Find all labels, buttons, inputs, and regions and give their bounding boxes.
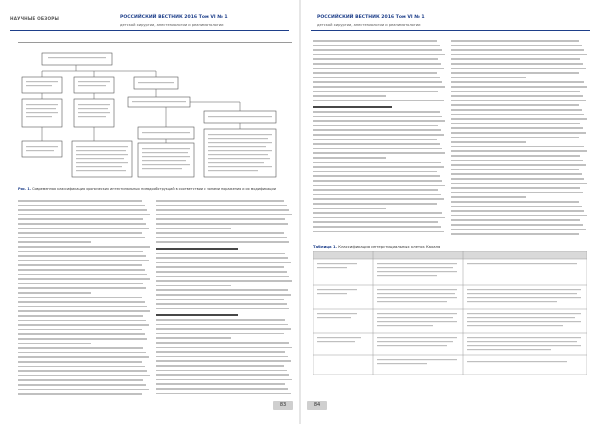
text-line-placeholder	[156, 299, 284, 301]
left-text-column-2	[156, 200, 292, 396]
text-line-placeholder	[18, 329, 142, 331]
figure-caption-text: Современная классификация хронических интестинальных псевдообструкций в соответствии с зонами поражения и их модификации	[32, 187, 276, 191]
text-line-placeholder	[451, 219, 580, 221]
text-line-placeholder	[313, 72, 437, 74]
figure-caption	[18, 187, 292, 191]
text-line-placeholder	[156, 280, 292, 282]
text-line-placeholder	[451, 81, 584, 83]
text-line-placeholder	[451, 132, 586, 134]
text-line-placeholder	[313, 134, 444, 136]
text-line-placeholder	[18, 218, 143, 220]
text-line-placeholder	[451, 233, 579, 235]
text-line-placeholder	[18, 333, 145, 335]
text-line-placeholder	[156, 294, 291, 296]
text-line-placeholder	[156, 214, 292, 216]
text-line-placeholder	[18, 287, 146, 289]
text-line-placeholder	[451, 68, 586, 70]
text-line-placeholder	[451, 100, 586, 102]
journal-title: РОССИЙСКИЙ ВЕСТНИК 2016 Том VI № 1	[317, 15, 425, 20]
text-line-placeholder	[18, 315, 143, 317]
text-line-placeholder	[313, 175, 440, 177]
text-line-placeholder	[18, 379, 143, 381]
text-line-placeholder	[313, 86, 445, 88]
text-line-placeholder	[451, 141, 526, 143]
text-line-placeholder	[451, 229, 586, 231]
text-line-placeholder	[18, 269, 145, 271]
text-line-placeholder	[313, 180, 442, 182]
text-line-placeholder	[451, 63, 583, 65]
text-line-placeholder	[313, 157, 386, 159]
text-line-placeholder	[156, 383, 285, 385]
table-title	[313, 244, 440, 249]
text-line-placeholder	[451, 187, 580, 189]
text-line-placeholder	[156, 271, 287, 273]
text-line-placeholder	[156, 347, 292, 349]
text-line-placeholder	[18, 200, 142, 202]
text-line-placeholder	[313, 45, 440, 47]
text-line-placeholder	[18, 384, 146, 386]
text-line-placeholder	[451, 127, 583, 129]
text-line-placeholder	[18, 338, 147, 340]
text-line-placeholder	[156, 333, 284, 335]
text-line-placeholder	[451, 210, 584, 212]
diagram-box-k	[204, 129, 276, 177]
text-line-placeholder	[156, 337, 231, 339]
text-line-placeholder	[156, 351, 285, 353]
text-line-placeholder	[18, 264, 142, 266]
subheading-placeholder	[156, 314, 238, 316]
text-line-placeholder	[18, 375, 150, 377]
text-line-placeholder	[156, 328, 291, 330]
text-line-placeholder	[313, 91, 438, 93]
text-line-placeholder	[156, 308, 289, 310]
text-line-placeholder	[156, 232, 284, 234]
text-line-placeholder	[18, 246, 150, 248]
text-line-placeholder	[313, 81, 442, 83]
text-line-placeholder	[156, 324, 288, 326]
text-line-placeholder	[18, 223, 146, 225]
text-line-placeholder	[313, 95, 386, 97]
text-line-placeholder	[313, 162, 441, 164]
text-line-placeholder	[156, 218, 285, 220]
text-line-placeholder	[156, 200, 284, 202]
text-line-placeholder	[451, 45, 582, 47]
text-line-placeholder	[156, 303, 287, 305]
text-line-placeholder	[156, 223, 288, 225]
text-line-placeholder	[451, 155, 580, 157]
text-line-placeholder	[313, 68, 444, 70]
text-line-placeholder	[156, 205, 287, 207]
table-number: Таблица 1.	[313, 244, 338, 249]
text-line-placeholder	[451, 215, 587, 217]
running-head-left	[10, 14, 289, 31]
text-line-placeholder	[18, 370, 147, 372]
text-line-placeholder	[156, 262, 291, 264]
text-line-placeholder	[313, 166, 444, 168]
text-line-placeholder	[18, 361, 142, 363]
text-line-placeholder	[451, 192, 583, 194]
text-line-placeholder	[18, 343, 91, 345]
text-line-placeholder	[18, 320, 146, 322]
text-line-placeholder	[313, 231, 444, 233]
text-line-placeholder	[18, 356, 149, 358]
text-line-placeholder	[18, 255, 146, 257]
text-line-placeholder	[18, 241, 91, 243]
text-line-placeholder	[451, 58, 580, 60]
text-line-placeholder	[18, 389, 149, 391]
text-line-placeholder	[156, 360, 291, 362]
left-page	[0, 0, 299, 424]
text-line-placeholder	[451, 164, 586, 166]
text-line-placeholder	[18, 251, 143, 253]
text-line-placeholder	[18, 209, 147, 211]
text-line-placeholder	[156, 253, 285, 255]
text-line-placeholder	[451, 104, 579, 106]
text-line-placeholder	[156, 379, 292, 381]
page-number-right: 84	[307, 401, 327, 410]
classification-diagram	[18, 47, 292, 185]
text-line-placeholder	[156, 342, 289, 344]
text-line-placeholder	[156, 276, 289, 278]
text-line-placeholder	[451, 196, 526, 198]
journal-subtitle: детской хирургии, анестезиологии и реаниматологии	[317, 23, 421, 27]
text-line-placeholder	[313, 203, 437, 205]
right-text-column-1	[313, 40, 445, 236]
table-title-text: Классификация интерстициальных клеток Кахаля	[338, 244, 441, 249]
text-line-placeholder	[451, 173, 582, 175]
text-line-placeholder	[313, 171, 437, 173]
text-line-placeholder	[451, 40, 579, 42]
text-line-placeholder	[156, 374, 289, 376]
text-line-placeholder	[313, 54, 445, 56]
journal-title: РОССИЙСКИЙ ВЕСТНИК 2016 Том VI № 1	[120, 15, 228, 20]
text-line-placeholder	[18, 283, 143, 285]
right-text-column-2	[451, 40, 587, 236]
text-line-placeholder	[451, 54, 587, 56]
text-line-placeholder	[313, 116, 442, 118]
text-line-placeholder	[313, 148, 442, 150]
table-grid	[313, 251, 587, 375]
text-line-placeholder	[451, 224, 583, 226]
text-line-placeholder	[18, 292, 91, 294]
text-line-placeholder	[18, 205, 145, 207]
text-line-placeholder	[18, 301, 145, 303]
text-line-placeholder	[18, 228, 149, 230]
text-line-placeholder	[451, 178, 584, 180]
figure-caption-number: Рис. 1.	[18, 187, 31, 191]
text-line-placeholder	[451, 114, 584, 116]
text-line-placeholder	[156, 365, 284, 367]
text-line-placeholder	[313, 152, 445, 154]
text-line-placeholder	[451, 160, 583, 162]
text-line-placeholder	[18, 232, 142, 234]
text-line-placeholder	[18, 274, 147, 276]
text-line-placeholder	[451, 109, 582, 111]
text-line-placeholder	[451, 91, 580, 93]
text-line-placeholder	[451, 137, 579, 139]
text-line-placeholder	[451, 169, 579, 171]
text-line-placeholder	[451, 150, 587, 152]
text-line-placeholder	[18, 306, 147, 308]
subheading-placeholder	[156, 248, 238, 250]
text-line-placeholder	[313, 77, 440, 79]
text-line-placeholder	[313, 221, 438, 223]
text-line-placeholder	[156, 257, 288, 259]
text-line-placeholder	[313, 49, 442, 51]
text-line-placeholder	[313, 194, 441, 196]
page-number-left: 83	[273, 401, 293, 410]
section-label: НАУЧНЫЕ ОБЗОРЫ	[10, 16, 60, 21]
text-line-placeholder	[313, 139, 437, 141]
text-line-placeholder	[18, 278, 150, 280]
text-line-placeholder	[313, 120, 445, 122]
text-line-placeholder	[156, 393, 291, 395]
table-1	[313, 244, 587, 376]
text-line-placeholder	[313, 185, 445, 187]
right-page	[301, 0, 600, 424]
text-line-placeholder	[451, 146, 584, 148]
text-line-placeholder	[313, 111, 440, 113]
diagram-box-h	[22, 141, 62, 157]
text-line-placeholder	[313, 63, 441, 65]
text-line-placeholder	[18, 310, 150, 312]
left-text-column-1	[18, 200, 150, 396]
text-line-placeholder	[156, 228, 231, 230]
text-line-placeholder	[451, 86, 587, 88]
text-line-placeholder	[451, 123, 580, 125]
text-line-placeholder	[18, 366, 145, 368]
text-line-placeholder	[451, 72, 579, 74]
text-line-placeholder	[156, 209, 289, 211]
text-line-placeholder	[313, 125, 438, 127]
text-line-placeholder	[451, 77, 526, 79]
subheading-placeholder	[313, 106, 392, 108]
text-line-placeholder	[156, 388, 288, 390]
text-line-placeholder	[156, 237, 287, 239]
text-line-placeholder	[313, 100, 444, 102]
text-line-placeholder	[313, 198, 444, 200]
text-line-placeholder	[313, 226, 441, 228]
text-line-placeholder	[451, 206, 582, 208]
text-line-placeholder	[451, 49, 584, 51]
text-line-placeholder	[18, 297, 142, 299]
text-line-placeholder	[18, 260, 149, 262]
text-line-placeholder	[313, 208, 386, 210]
text-line-placeholder	[313, 58, 438, 60]
running-head-right	[311, 14, 590, 31]
text-line-placeholder	[156, 241, 289, 243]
text-line-placeholder	[313, 129, 441, 131]
text-line-placeholder	[156, 285, 231, 287]
figure-1	[18, 42, 292, 195]
text-line-placeholder	[156, 370, 287, 372]
text-line-placeholder	[18, 352, 146, 354]
text-line-placeholder	[313, 189, 438, 191]
text-line-placeholder	[18, 237, 145, 239]
text-line-placeholder	[451, 201, 579, 203]
text-line-placeholder	[18, 324, 149, 326]
journal-subtitle: детской хирургии, анестезиологии и реаниматологии	[120, 23, 224, 27]
text-line-placeholder	[313, 40, 437, 42]
diagram-box-root	[42, 53, 112, 65]
text-line-placeholder	[156, 356, 288, 358]
text-line-placeholder	[451, 118, 587, 120]
text-line-placeholder	[156, 319, 285, 321]
text-line-placeholder	[156, 266, 284, 268]
text-line-placeholder	[451, 183, 587, 185]
text-line-placeholder	[18, 347, 143, 349]
text-line-placeholder	[313, 217, 445, 219]
text-line-placeholder	[18, 214, 150, 216]
text-line-placeholder	[313, 212, 442, 214]
text-line-placeholder	[156, 289, 288, 291]
text-line-placeholder	[451, 95, 583, 97]
text-line-placeholder	[313, 143, 440, 145]
text-line-placeholder	[18, 393, 142, 395]
